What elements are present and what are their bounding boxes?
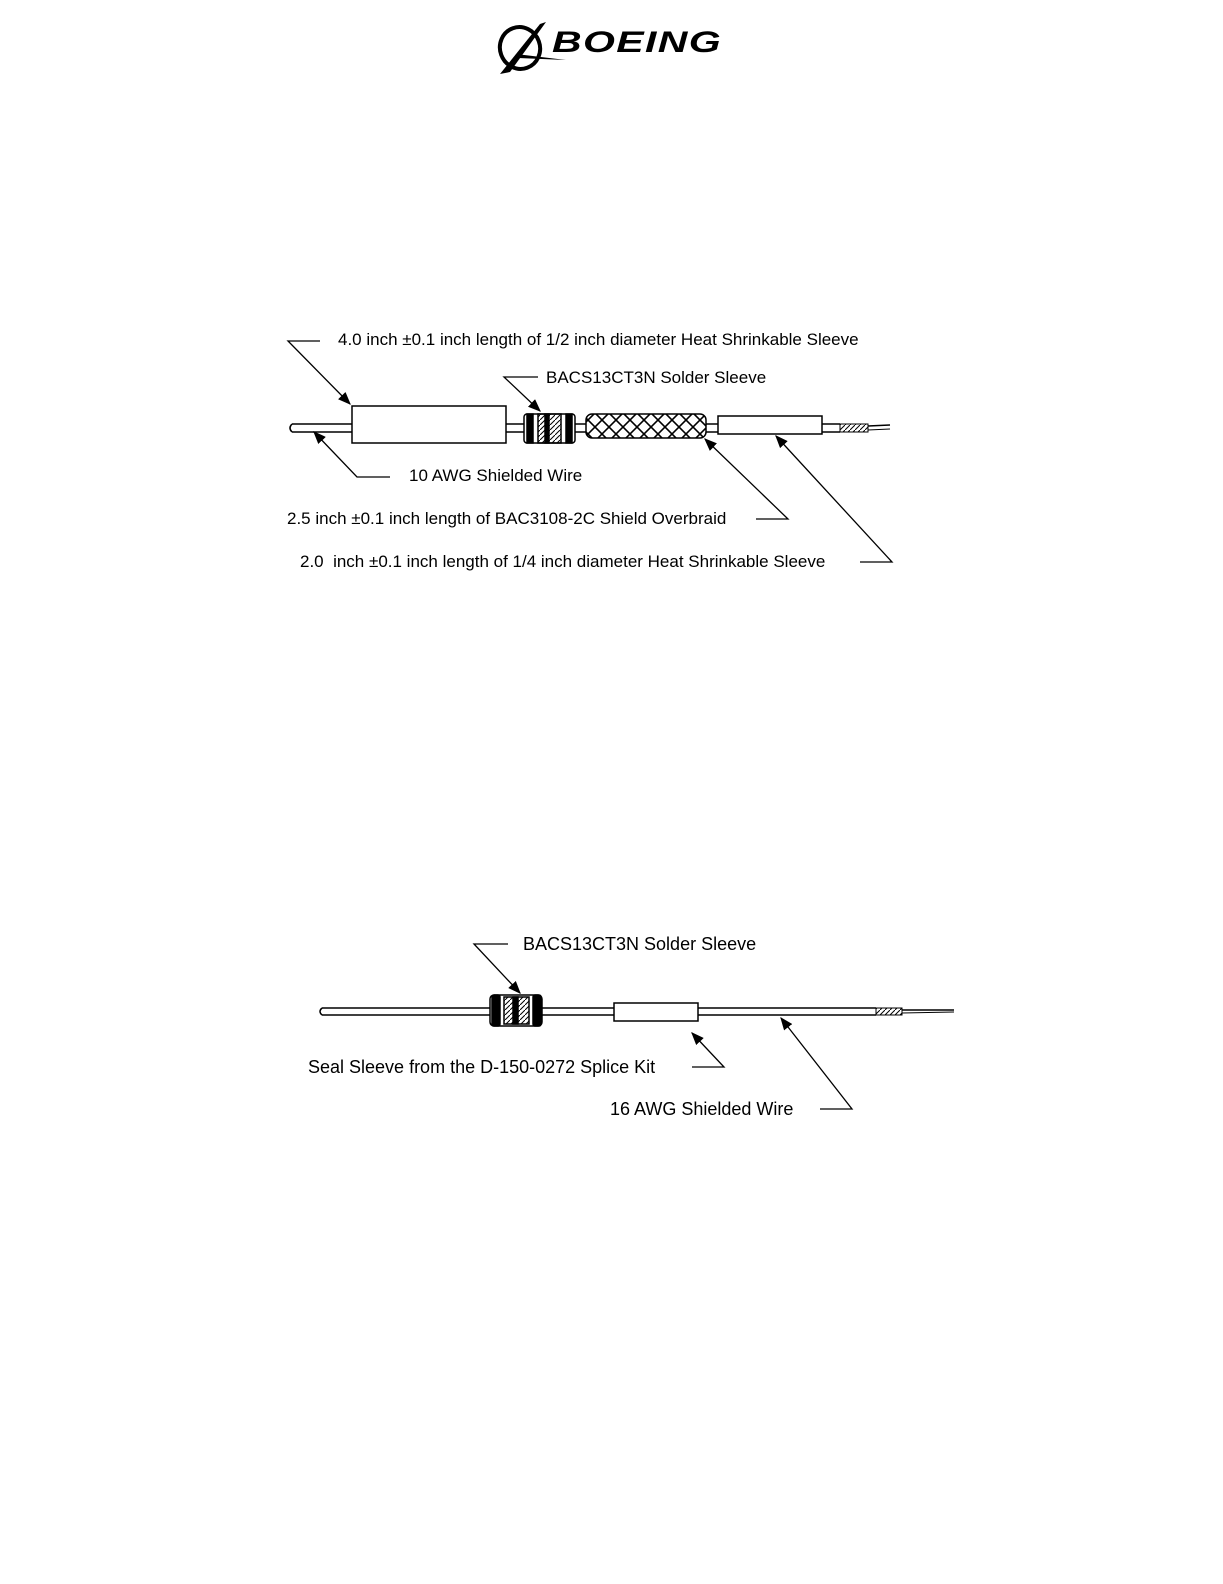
exposed-shield-bottom	[876, 1008, 902, 1015]
leader-solder-sleeve-bottom	[474, 944, 520, 993]
label-seal-sleeve: Seal Sleeve from the D-150-0272 Splice Kit	[308, 1057, 656, 1077]
label-solder-sleeve: BACS13CT3N Solder Sleeve	[546, 368, 767, 387]
seal-sleeve	[614, 1003, 698, 1021]
leader-16awg-wire	[781, 1018, 852, 1109]
boeing-wordmark: BOEING	[552, 26, 722, 59]
label-heat-sleeve-small: 2.0 inch ±0.1 inch length of 1/4 inch diameter Heat Shrinkable Sleeve	[300, 552, 826, 571]
solder-sleeve-bottom	[490, 995, 542, 1026]
label-solder-sleeve-bottom: BACS13CT3N Solder Sleeve	[523, 934, 757, 954]
label-16awg-wire: 16 AWG Shielded Wire	[610, 1099, 794, 1119]
label-heat-sleeve-large: 4.0 inch ±0.1 inch length of 1/2 inch diameter Heat Shrinkable Sleeve	[338, 330, 859, 349]
wire-16awg	[320, 1008, 876, 1015]
leader-seal-sleeve	[692, 1033, 724, 1067]
label-shield-overbraid: 2.5 inch ±0.1 inch length of BAC3108-2C Shield Overbraid	[287, 509, 727, 528]
label-10awg-wire: 10 AWG Shielded Wire	[409, 466, 583, 485]
